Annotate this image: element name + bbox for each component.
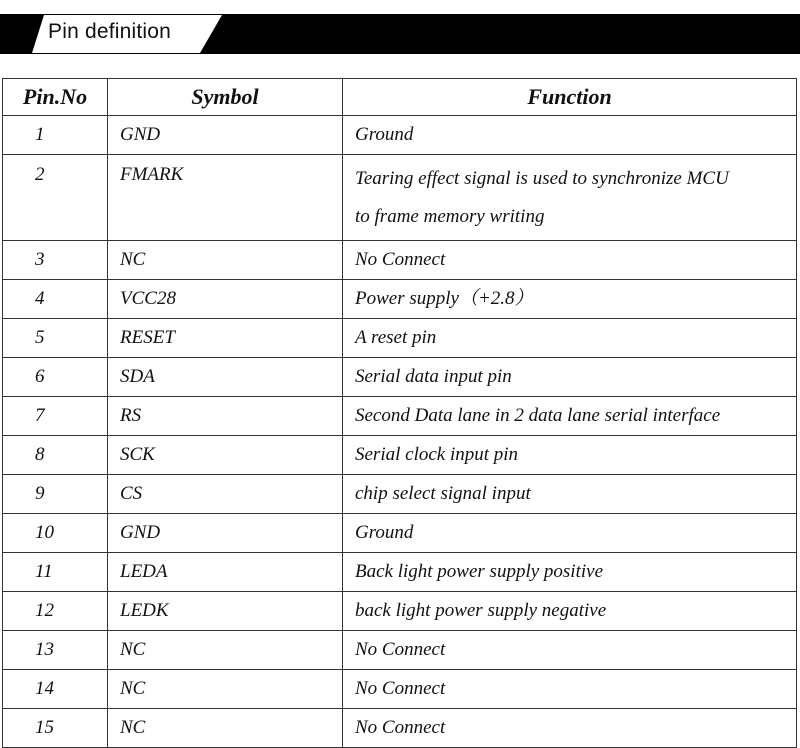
pin-function-cell: [343, 436, 797, 475]
section-title: Pin definition: [48, 20, 172, 43]
pin-function-line: Second Data lane in 2 data lane serial interface: [355, 405, 721, 426]
pin-function-line: to frame memory writing: [355, 205, 545, 227]
pin-function-text: [355, 631, 796, 669]
pin-symbol-cell: NC: [108, 670, 343, 709]
pin-function-line: chip select signal input: [355, 483, 531, 504]
pin-number-cell: 10: [3, 514, 108, 553]
table-row: [3, 241, 797, 280]
pin-function-cell: [343, 475, 797, 514]
pin-function-line: No Connect: [355, 249, 446, 270]
pin-number-cell: 3: [3, 241, 108, 280]
pin-function-cell: [343, 116, 797, 155]
pin-function-cell: [343, 553, 797, 592]
pin-symbol-cell: SDA: [108, 358, 343, 397]
table-row: [3, 319, 797, 358]
pin-function-cell: [343, 358, 797, 397]
pin-symbol-cell: NC: [108, 709, 343, 748]
pin-function-line: Power supply（+2.8）: [355, 288, 534, 309]
pin-symbol-cell: GND: [108, 116, 343, 155]
table-row: [3, 631, 797, 670]
table-body: [3, 116, 797, 748]
pin-symbol-cell: CS: [108, 475, 343, 514]
pin-function-line: No Connect: [355, 678, 446, 699]
pin-function-text: [355, 709, 796, 747]
pin-symbol-cell: SCK: [108, 436, 343, 475]
pin-function-cell: [343, 709, 797, 748]
pin-function-cell: [343, 670, 797, 709]
pin-function-line: back light power supply negative: [355, 600, 607, 621]
pin-function-text: [355, 280, 796, 318]
pin-symbol-cell: RS: [108, 397, 343, 436]
pin-function-text: [355, 514, 796, 552]
pin-number-cell: 12: [3, 592, 108, 631]
pin-number-cell: 6: [3, 358, 108, 397]
pin-function-text: [355, 116, 796, 154]
pin-number-cell: 2: [3, 155, 108, 241]
pin-number-cell: 7: [3, 397, 108, 436]
pin-number-cell: 8: [3, 436, 108, 475]
pin-number-cell: 1: [3, 116, 108, 155]
pin-number-cell: 4: [3, 280, 108, 319]
pin-function-line: Serial data input pin: [355, 366, 512, 387]
pin-definition-table: [2, 78, 797, 748]
table-row: [3, 514, 797, 553]
pin-number-cell: 11: [3, 553, 108, 592]
pin-function-line: Ground: [355, 522, 414, 543]
pin-function-cell: [343, 241, 797, 280]
pin-symbol-cell: FMARK: [108, 155, 343, 241]
pin-function-line: Back light power supply positive: [355, 561, 604, 582]
pin-function-text: [355, 670, 796, 708]
pin-function-line: Tearing effect signal is used to synchronize MCU: [355, 167, 729, 189]
pin-function-text: [355, 397, 796, 435]
pin-function-text: [355, 160, 796, 236]
pin-symbol-cell: GND: [108, 514, 343, 553]
section-header-banner: [0, 14, 800, 54]
column-header-symbol: Symbol: [108, 79, 343, 116]
pin-function-cell: [343, 514, 797, 553]
pin-function-cell: [343, 155, 797, 241]
pin-symbol-cell: NC: [108, 631, 343, 670]
pin-function-line: Ground: [355, 124, 414, 145]
table-row: [3, 358, 797, 397]
pin-number-cell: 5: [3, 319, 108, 358]
table-row: [3, 397, 797, 436]
column-header-pin-no: Pin.No: [3, 79, 108, 116]
pin-function-cell: [343, 280, 797, 319]
pin-function-text: [355, 358, 796, 396]
pin-function-line: No Connect: [355, 639, 446, 660]
pin-function-text: [355, 592, 796, 630]
table-row: [3, 670, 797, 709]
table-row: [3, 280, 797, 319]
pin-function-cell: [343, 397, 797, 436]
table-row: [3, 436, 797, 475]
pin-function-line: No Connect: [355, 717, 446, 738]
pin-number-cell: 9: [3, 475, 108, 514]
table-row: [3, 155, 797, 241]
column-header-function: Function: [343, 79, 797, 116]
pin-function-text: [355, 553, 796, 591]
pin-number-cell: 13: [3, 631, 108, 670]
pin-number-cell: 15: [3, 709, 108, 748]
pin-function-line: Serial clock input pin: [355, 444, 519, 465]
pin-function-cell: [343, 592, 797, 631]
pin-function-cell: [343, 319, 797, 358]
table-row: [3, 116, 797, 155]
pin-symbol-cell: NC: [108, 241, 343, 280]
table-row: [3, 553, 797, 592]
pin-symbol-cell: LEDK: [108, 592, 343, 631]
pin-function-line: A reset pin: [355, 327, 437, 348]
pin-symbol-cell: LEDA: [108, 553, 343, 592]
pin-function-text: [355, 241, 796, 279]
pin-function-text: [355, 436, 796, 474]
table-row: [3, 709, 797, 748]
pin-function-text: [355, 319, 796, 357]
table-header-row: [3, 79, 797, 116]
pin-function-text: [355, 475, 796, 513]
pin-symbol-cell: VCC28: [108, 280, 343, 319]
table-row: [3, 592, 797, 631]
table-row: [3, 475, 797, 514]
pin-function-cell: [343, 631, 797, 670]
pin-number-cell: 14: [3, 670, 108, 709]
pin-symbol-cell: RESET: [108, 319, 343, 358]
